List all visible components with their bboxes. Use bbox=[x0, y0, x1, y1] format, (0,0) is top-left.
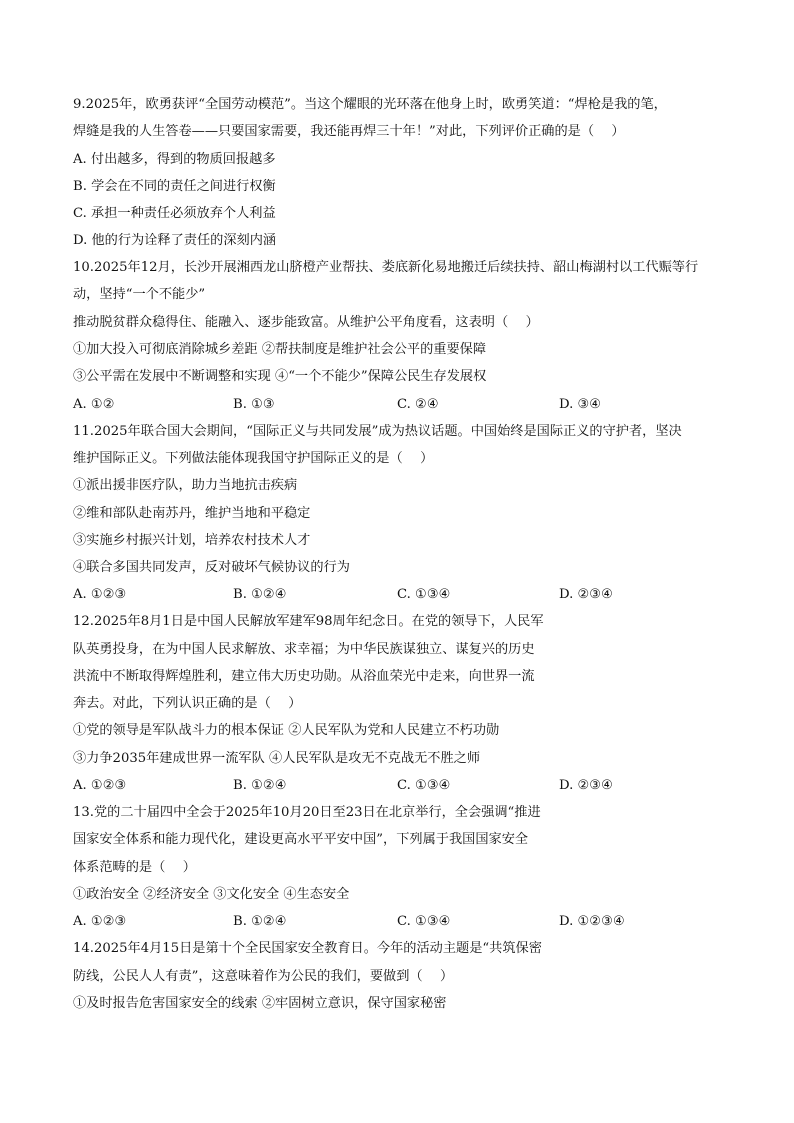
question-10-option-d: D. ③④ bbox=[559, 397, 602, 412]
question-11-option-a: A. ①②③ bbox=[73, 587, 127, 602]
question-10-option-c: C. ②④ bbox=[397, 397, 439, 412]
question-12-statements-3-4: ③力争2035年建成世界一流军队 ④人民军队是攻无不克战无不胜之师 bbox=[73, 751, 481, 766]
question-9-choice-c: C. 承担一种责任必须放弃个人利益 bbox=[73, 206, 276, 221]
question-9-stem-line-1: 9.2025年，欧勇获评“全国劳动模范”。当这个耀眼的光环落在他身上时，欧勇笑道：“焊枪是我的笔， bbox=[73, 97, 667, 112]
question-12-stem-line-1: 12.2025年8月1日是中国人民解放军建军98周年纪念日。在党的领导下，人民军 bbox=[73, 614, 544, 629]
question-11-statement-1: ①派出援非医疗队，助力当地抗击疾病 bbox=[73, 478, 298, 493]
question-13-option-a: A. ①②③ bbox=[73, 914, 127, 929]
question-13-option-b: B. ①②④ bbox=[233, 914, 287, 929]
question-12-option-c: C. ①③④ bbox=[397, 778, 451, 793]
question-10-stem-line-3: 推动脱贫群众稳得住、能融入、逐步能致富。从维护公平角度看，这表明（ ） bbox=[73, 315, 539, 330]
question-11-option-c: C. ①③④ bbox=[397, 587, 451, 602]
question-11-stem-line-1: 11.2025年联合国大会期间，“国际正义与共同发展”成为热议话题。中国始终是国际正义的守护者，坚决 bbox=[73, 424, 682, 439]
question-13-option-c: C. ①③④ bbox=[397, 914, 451, 929]
question-12-statements-1-2: ①党的领导是军队战斗力的根本保证 ②人民军队为党和人民建立不朽功勋 bbox=[73, 723, 500, 738]
question-11-options bbox=[73, 585, 733, 605]
question-10-options bbox=[73, 395, 733, 415]
question-12-options bbox=[73, 776, 733, 796]
question-11-statement-4: ④联合多国共同发声，反对破坏气候协议的行为 bbox=[73, 560, 350, 575]
question-13-option-d: D. ①②③④ bbox=[559, 914, 625, 929]
question-11-statement-2: ②维和部队赴南苏丹，维护当地和平稳定 bbox=[73, 506, 311, 521]
question-13-statements: ①政治安全 ②经济安全 ③文化安全 ④生态安全 bbox=[73, 887, 350, 902]
question-13-stem-line-1: 13.党的二十届四中全会于2025年10月20日至23日在北京举行，全会强调“推进 bbox=[73, 805, 541, 820]
question-12-option-d: D. ②③④ bbox=[559, 778, 613, 793]
question-10-stem-line-2: 动，坚持“一个不能少” bbox=[73, 287, 206, 302]
question-9-choice-d: D. 他的行为诠释了责任的深刻内涵 bbox=[73, 233, 277, 248]
question-13-stem-line-3: 体系范畴的是（ ） bbox=[73, 860, 196, 875]
question-14-statements-1-2: ①及时报告危害国家安全的线索 ②牢固树立意识，保守国家秘密 bbox=[73, 996, 447, 1011]
question-10-option-a: A. ①② bbox=[73, 397, 115, 412]
question-9-choice-b: B. 学会在不同的责任之间进行权衡 bbox=[73, 179, 276, 194]
question-11-stem-line-2: 维护国际正义。下列做法能体现我国守护国际正义的是（ ） bbox=[73, 451, 434, 466]
question-10-stem-line-1: 10.2025年12月，长沙开展湘西龙山脐橙产业帮扶、娄底新化易地搬迁后续扶持、韶山梅湖村以工代赈等行 bbox=[73, 260, 699, 275]
question-13-options bbox=[73, 912, 733, 932]
question-9-choice-a: A. 付出越多，得到的物质回报越多 bbox=[73, 152, 276, 167]
question-10-statements-1-2: ①加大投入可彻底消除城乡差距 ②帮扶制度是维护社会公平的重要保障 bbox=[73, 342, 487, 357]
question-14-stem-line-2: 防线，公民人人有责”，这意味着作为公民的我们，要做到（ ） bbox=[73, 969, 454, 984]
question-12-stem-line-3: 洪流中不断取得辉煌胜利，建立伟大历史功勋。从浴血荣光中走来，向世界一流 bbox=[73, 669, 535, 684]
question-14-stem-line-1: 14.2025年4月15日是第十个全民国家安全教育日。今年的活动主题是“共筑保密 bbox=[73, 941, 542, 956]
question-10-option-b: B. ①③ bbox=[233, 397, 275, 412]
question-12-option-a: A. ①②③ bbox=[73, 778, 127, 793]
question-12-option-b: B. ①②④ bbox=[233, 778, 287, 793]
question-9-stem-line-2: 焊缝是我的人生答卷——只要国家需要，我还能再焊三十年！”对此，下列评价正确的是（ ） bbox=[73, 124, 625, 139]
question-13-stem-line-2: 国家安全体系和能力现代化，建设更高水平平安中国”，下列属于我国国家安全 bbox=[73, 832, 529, 847]
question-10-statements-3-4: ③公平需在发展中不断调整和实现 ④“一个不能少”保障公民生存发展权 bbox=[73, 369, 487, 384]
question-12-stem-line-2: 队英勇投身，在为中国人民求解放、求幸福；为中华民族谋独立、谋复兴的历史 bbox=[73, 642, 535, 657]
question-11-statement-3: ③实施乡村振兴计划，培养农村技术人才 bbox=[73, 533, 311, 548]
question-12-stem-line-4: 奔去。对此，下列认识正确的是（ ） bbox=[73, 696, 302, 711]
question-11-option-b: B. ①②④ bbox=[233, 587, 287, 602]
question-11-option-d: D. ②③④ bbox=[559, 587, 613, 602]
